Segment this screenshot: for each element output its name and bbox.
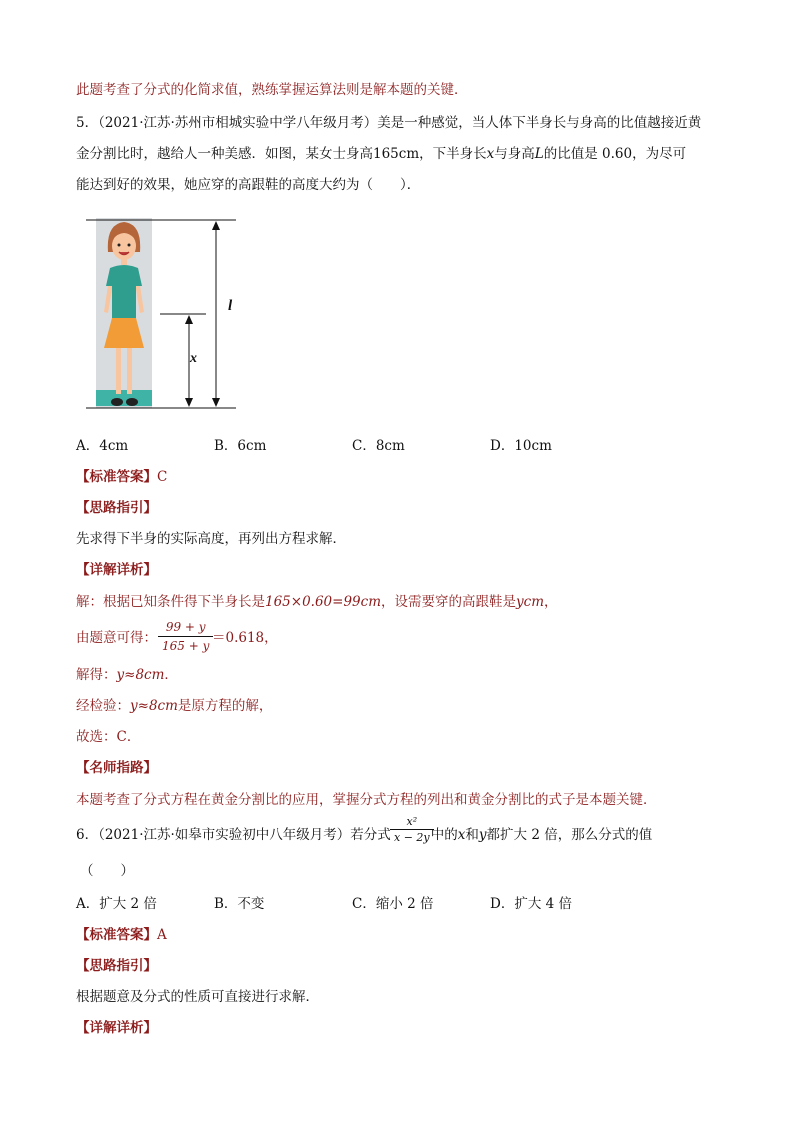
- q6-answer: [76, 925, 167, 945]
- q5-teacher-text: 本题考查了分式方程在黄金分割比的应用，掌握分式方程的列出和黄金分割比的式子是本题关键．: [76, 792, 657, 808]
- q6-prefix: 6．（2021·江苏·如皋市实验初中八年级月考）若分式: [76, 827, 391, 843]
- q6-option-a: A．扩大 2 倍: [76, 896, 157, 912]
- q5-check-line: [76, 696, 272, 716]
- q6-var-x: x: [457, 827, 466, 843]
- q6-detail-heading: [76, 1018, 157, 1038]
- q5-option-d: D．10cm: [490, 438, 552, 454]
- answer-label: 【标准答案】: [76, 469, 157, 485]
- q6-detail-label: 【详解详析】: [76, 1020, 157, 1036]
- q6-hint-label: 【思路指引】: [76, 958, 157, 974]
- eq-numerator: 99 + y: [165, 620, 206, 634]
- teacher-label: 【名师指路】: [76, 760, 157, 776]
- q6-denominator: x − 2y: [394, 831, 430, 844]
- q6-paren: （ ）: [80, 863, 134, 879]
- q6-answer-value: A: [157, 927, 167, 943]
- q6-var-y: y: [478, 827, 487, 843]
- answer-value: C: [157, 469, 168, 485]
- q5-answer: [76, 467, 167, 487]
- q5-solve-line: [76, 665, 178, 685]
- q5-option-a: A．4cm: [76, 438, 129, 454]
- q6-hint-heading: [76, 956, 157, 976]
- q6-answer-label: 【标准答案】: [76, 927, 157, 943]
- hint-label: 【思路指引】: [76, 500, 157, 516]
- solve-prefix: 解得：: [76, 667, 117, 683]
- sol-e: ，: [544, 594, 558, 610]
- q5-text-c: 的比值是 0.60，为尽可: [543, 146, 687, 162]
- check-prefix: 经检验：: [76, 698, 130, 714]
- q5-option-b: B．6cm: [214, 438, 267, 454]
- check-value: y≈8cm: [130, 698, 178, 714]
- left-leg: [116, 348, 121, 394]
- question-5-line-1: 5．（2021·江苏·苏州市相城实验中学八年级月考）美是一种感觉，当人体下半身长与身高的比值越接近黄: [76, 115, 702, 131]
- q5-text-a: 金分割比时，越给人一种美感．如图，某女士身高165cm，下半身长: [76, 146, 487, 162]
- q5-eq-prefix: 由题意可得：: [76, 630, 157, 646]
- q6-mid1: 中的: [430, 827, 458, 843]
- question-5-line-3: 能达到好的效果，她应穿的高跟鞋的高度大约为（ ）．: [76, 177, 421, 193]
- q6-option-d: D．扩大 4 倍: [490, 896, 572, 912]
- sol-c: ，设需要穿的高跟鞋是: [381, 594, 516, 610]
- sol-d: ycm: [516, 594, 544, 610]
- q5-solution-line: [76, 592, 558, 612]
- q5-equation-fraction: [158, 620, 213, 653]
- q5-choose: 故选：C．: [76, 729, 141, 745]
- q5-detail-heading: [76, 560, 157, 580]
- q6-suffix: 都扩大 2 倍，那么分式的值: [486, 827, 653, 843]
- q6-numerator: x²: [406, 815, 418, 828]
- solve-value: y≈8cm: [116, 667, 165, 683]
- summary-text: 此题考查了分式的化简求值，熟练掌握运算法则是解本题的关键．: [76, 82, 468, 98]
- q5-var-L: L: [534, 146, 544, 162]
- solve-suffix: ．: [164, 667, 178, 683]
- q5-var-x: x: [486, 146, 495, 162]
- height-figure: [86, 212, 256, 412]
- detail-label: 【详解详析】: [76, 562, 157, 578]
- figure-floor: [96, 390, 152, 406]
- label-x: x: [190, 351, 197, 366]
- q5-hint-text: 先求得下半身的实际高度，再列出方程求解．: [76, 531, 346, 547]
- q6-option-c: C．缩小 2 倍: [352, 896, 434, 912]
- question-5-line-2: [76, 144, 686, 164]
- q6-mid2: 和: [465, 827, 479, 843]
- q5-teacher-heading: [76, 758, 157, 778]
- label-l: l: [228, 298, 233, 314]
- q6-option-b: B．不变: [214, 896, 265, 912]
- right-leg: [127, 348, 132, 394]
- q5-option-c: C．8cm: [352, 438, 405, 454]
- q6-hint-text: 根据题意及分式的性质可直接进行求解．: [76, 989, 319, 1005]
- check-suffix: 是原方程的解，: [177, 698, 273, 714]
- q6-fraction: [390, 815, 434, 844]
- eq-denominator: 165 + y: [162, 639, 210, 653]
- sol-a: 解：根据已知条件得下半身长是: [76, 594, 265, 610]
- q5-eq-suffix: ＝0.618，: [212, 630, 278, 646]
- question-6-line-1: [76, 825, 652, 845]
- q5-text-b: 与身高: [494, 146, 535, 162]
- q5-hint-heading: [76, 498, 157, 518]
- sol-b: 165×0.60=99cm: [265, 594, 381, 610]
